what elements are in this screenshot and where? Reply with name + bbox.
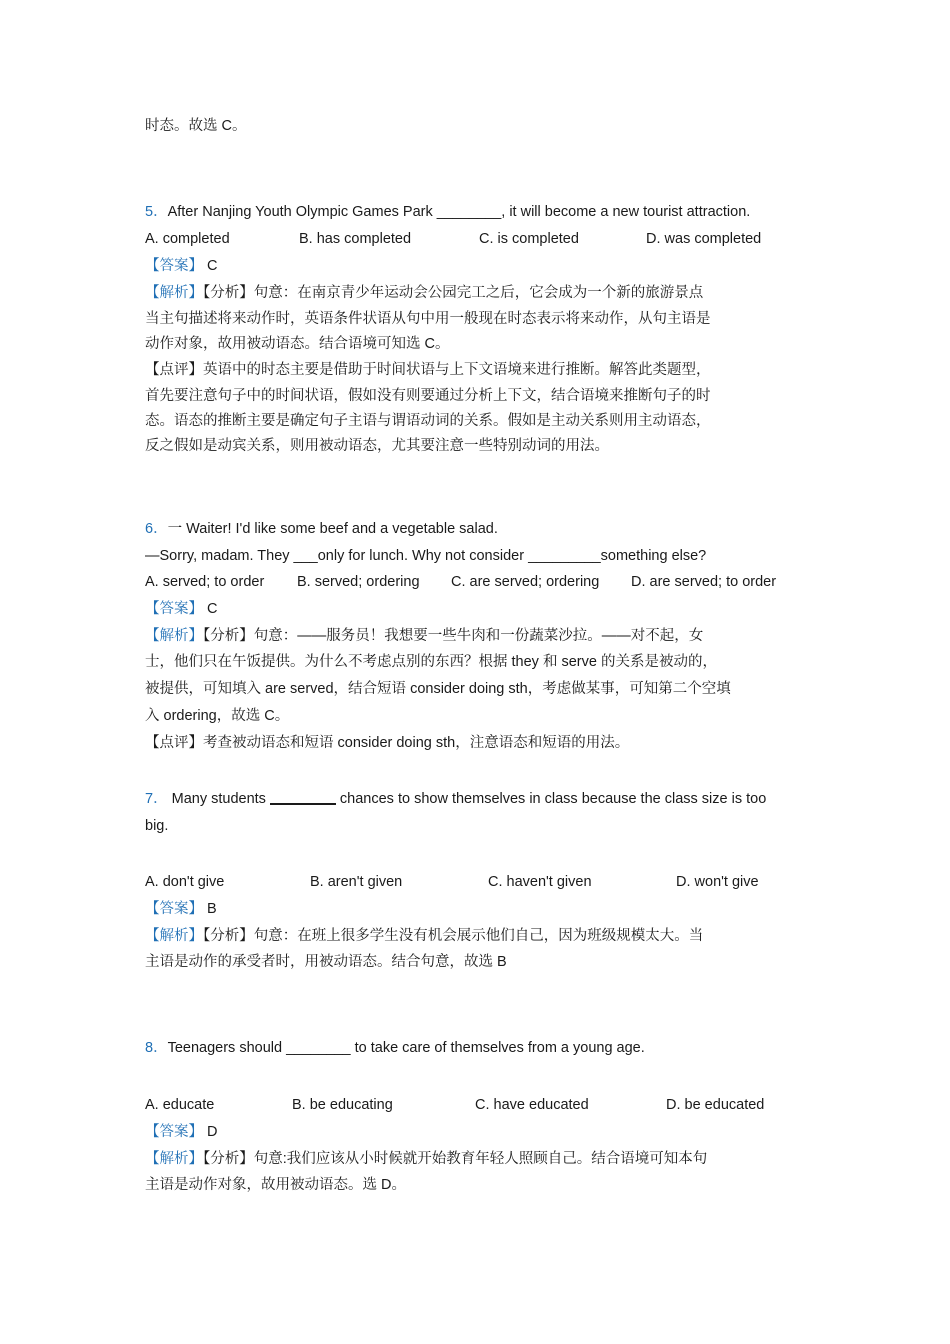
option-c: C. haven't given [488, 874, 592, 890]
option-c: C. are served; ordering [451, 574, 600, 590]
option-a: A. don't give [145, 874, 225, 890]
analysis-tag: 【解析】 [145, 285, 203, 301]
question-number: 7． [145, 791, 168, 807]
question-number: 8． [145, 1040, 168, 1056]
option-d: D. won't give [676, 874, 759, 890]
analysis-line [145, 626, 807, 646]
option-d: D. are served; to order [631, 574, 777, 590]
analysis-tag: 【解析】 [145, 628, 203, 644]
analysis-line [145, 1149, 807, 1169]
question-text: Many students [171, 791, 266, 807]
analysis-tag: 【解析】 [145, 928, 203, 944]
answer-tag: 【答案】 [145, 601, 203, 617]
analysis-line: 被提供，可知填入 are served，结合短语 consider doing sth，考虑做某事，可知第二个空填 [145, 681, 731, 697]
analysis-line: 士，他们只在午饭提供。为什么不考虑点别的东西？根据 they 和 serve 的关系是被动的， [145, 654, 717, 670]
option-b: B. aren't given [310, 874, 403, 890]
review-line: 【点评】英语中的时态主要是借助于时间状语与上下文语境来进行推断。解答此类题型， [145, 362, 711, 378]
option-b: B. be educating [292, 1097, 393, 1113]
answer-line [145, 1122, 807, 1142]
question-text-line-2: big. [145, 818, 169, 834]
answer-line [145, 899, 807, 919]
answer-tag: 【答案】 [145, 258, 203, 274]
option-c: C. have educated [475, 1097, 589, 1113]
question-text-line-2: —Sorry, madam. They ___only for lunch. Why not consider _________something else? [145, 548, 707, 564]
review-line: 态。语态的推断主要是确定句子主语与谓语动词的关系。假如是主动关系则用主动语态， [145, 413, 711, 429]
question-8-stem [145, 1038, 807, 1058]
analysis-text: 【分析】句意：在班上很多学生没有机会展示他们自己，因为班级规模太大。当 [203, 928, 704, 944]
question-text: After Nanjing Youth Olympic Games Park ________, it will become a new tourist attraction. [167, 204, 751, 220]
analysis-line: 当主句描述将来动作时，英语条件状语从句中用一般现在时态表示将来动作，从句主语是 [145, 311, 711, 327]
review-line: 首先要注意句子中的时间状语，假如没有则要通过分析上下文，结合语境来推断句子的时 [145, 388, 711, 404]
answer-tag: 【答案】 [145, 1124, 203, 1140]
answer-value: C [207, 258, 218, 274]
option-d: D. be educated [666, 1097, 765, 1113]
option-a: A. completed [145, 231, 230, 247]
question-text: Teenagers should ________ to take care of themselves from a young age. [167, 1040, 645, 1056]
question-text: chances to show themselves in class because the class size is too [339, 791, 767, 807]
option-c: C. is completed [479, 231, 579, 247]
option-b: B. served; ordering [297, 574, 420, 590]
review-line: 【点评】考查被动语态和短语 consider doing sth，注意语态和短语的用法。 [145, 735, 630, 751]
option-d: D. was completed [646, 231, 762, 247]
analysis-line: 主语是动作对象，故用被动语态。选 D。 [145, 1177, 406, 1193]
answer-value: D [207, 1124, 218, 1140]
option-b: B. has completed [299, 231, 412, 247]
analysis-tag: 【解析】 [145, 1151, 203, 1167]
answer-value: C [207, 601, 218, 617]
question-7-stem [145, 789, 807, 809]
analysis-text: 【分析】句意:我们应该从小时候就开始教育年轻人照顾自己。结合语境可知本句 [203, 1151, 708, 1167]
answer-line [145, 256, 807, 276]
option-a: A. served; to order [145, 574, 265, 590]
intro-tail: 时态。故选 C。 [145, 118, 247, 134]
question-5-stem [145, 202, 807, 222]
option-a: A. educate [145, 1097, 215, 1113]
question-text: 一 Waiter! I'd like some beef and a vegetable salad. [167, 521, 498, 537]
review-line: 反之假如是动宾关系，则用被动语态，尤其要注意一些特别动词的用法。 [145, 438, 609, 454]
analysis-text: 【分析】句意：——服务员！我想要一些牛肉和一份蔬菜沙拉。——对不起，女 [203, 628, 704, 644]
answer-tag: 【答案】 [145, 901, 203, 917]
answer-blank [270, 789, 336, 805]
answer-value: B [207, 901, 217, 917]
answer-line [145, 599, 807, 619]
analysis-line: 入 ordering，故选 C。 [145, 708, 290, 724]
question-number: 5． [145, 204, 168, 220]
question-6-stem [145, 519, 807, 539]
analysis-text: 【分析】句意：在南京青少年运动会公园完工之后，它会成为一个新的旅游景点 [203, 285, 704, 301]
analysis-line: 主语是动作的承受者时，用被动语态。结合句意，故选 B [145, 954, 507, 970]
question-number: 6． [145, 521, 168, 537]
analysis-line [145, 926, 807, 946]
analysis-line: 动作对象，故用被动语态。结合语境可知选 C。 [145, 336, 450, 352]
analysis-line [145, 283, 807, 303]
